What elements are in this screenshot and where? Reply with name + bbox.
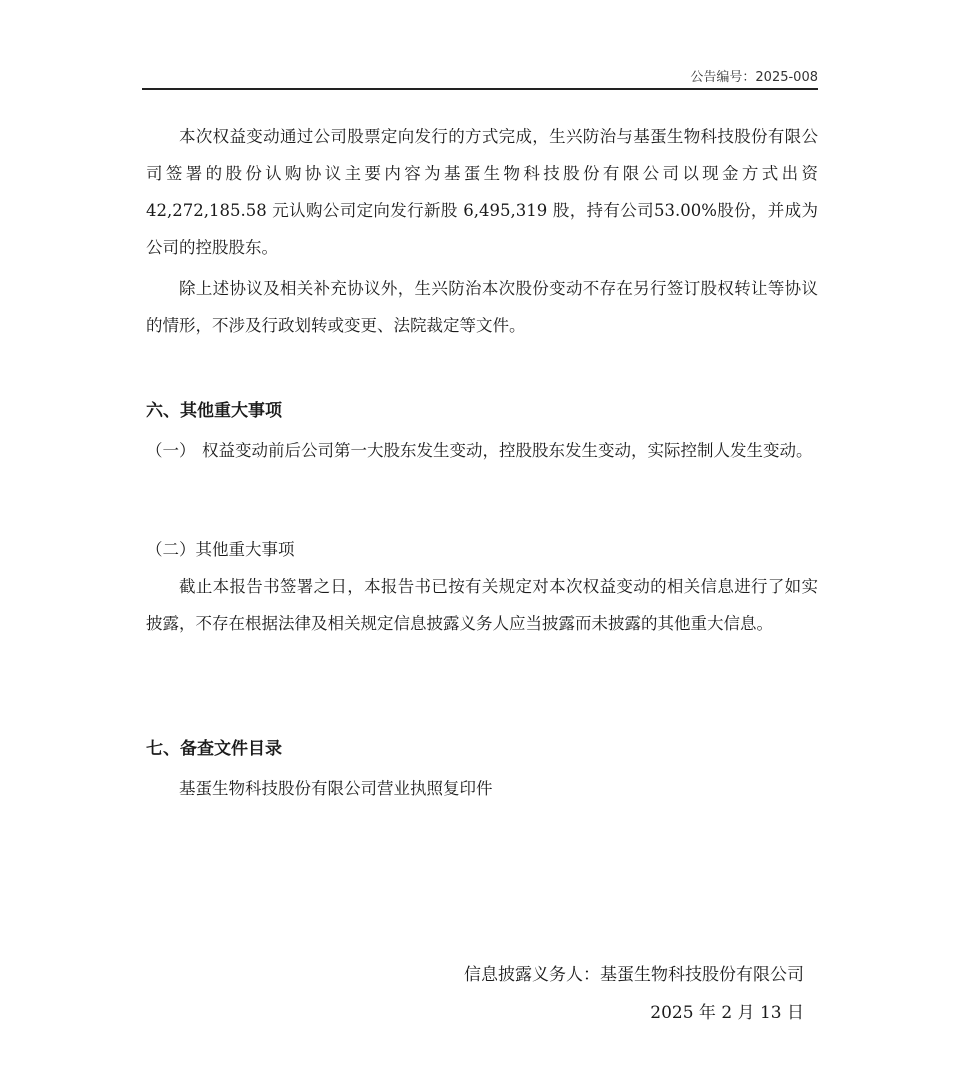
paragraph-other-agreements: 除上述协议及相关补充协议外，生兴防治本次股份变动不存在另行签订股权转让等协议的情形，不涉及行政划转或变更、法院裁定等文件。	[146, 279, 818, 335]
section-6-item-2-heading: （二）其他重大事项	[146, 540, 295, 559]
paragraph-equity-change: 本次权益变动通过公司股票定向发行的方式完成，生兴防治与基蛋生物科技股份有限公司签署的股份认购协议主要内容为基蛋生物科技股份有限公司以现金方式出资 42,272,185.58 元认购公司定向发行新股 6,495,319 股，持有公司53.00%股份，并成为公司的控股股东。	[146, 127, 818, 257]
discloser-signature: 信息披露义务人：基蛋生物科技股份有限公司	[464, 965, 804, 985]
paragraph-disclosure-statement: 截止本报告书签署之日，本报告书已按有关规定对本次权益变动的相关信息进行了如实披露，不存在根据法律及相关规定信息披露义务人应当披露而未披露的其他重大信息。	[146, 577, 818, 633]
reference-document-item: 基蛋生物科技股份有限公司营业执照复印件	[179, 779, 493, 798]
header-divider	[142, 88, 818, 90]
section-7-heading: 七、备查文件目录	[146, 739, 282, 759]
section-6-heading: 六、其他重大事项	[146, 401, 282, 421]
section-6-item-1	[146, 432, 818, 469]
signature-date: 2025 年 2 月 13 日	[650, 1003, 804, 1023]
announcement-number: 公告编号：2025-008	[690, 70, 818, 85]
item-1-marker: （一）	[146, 441, 196, 460]
item-1-text: 权益变动前后公司第一大股东发生变动，控股股东发生变动，实际控制人发生变动。	[202, 441, 813, 460]
